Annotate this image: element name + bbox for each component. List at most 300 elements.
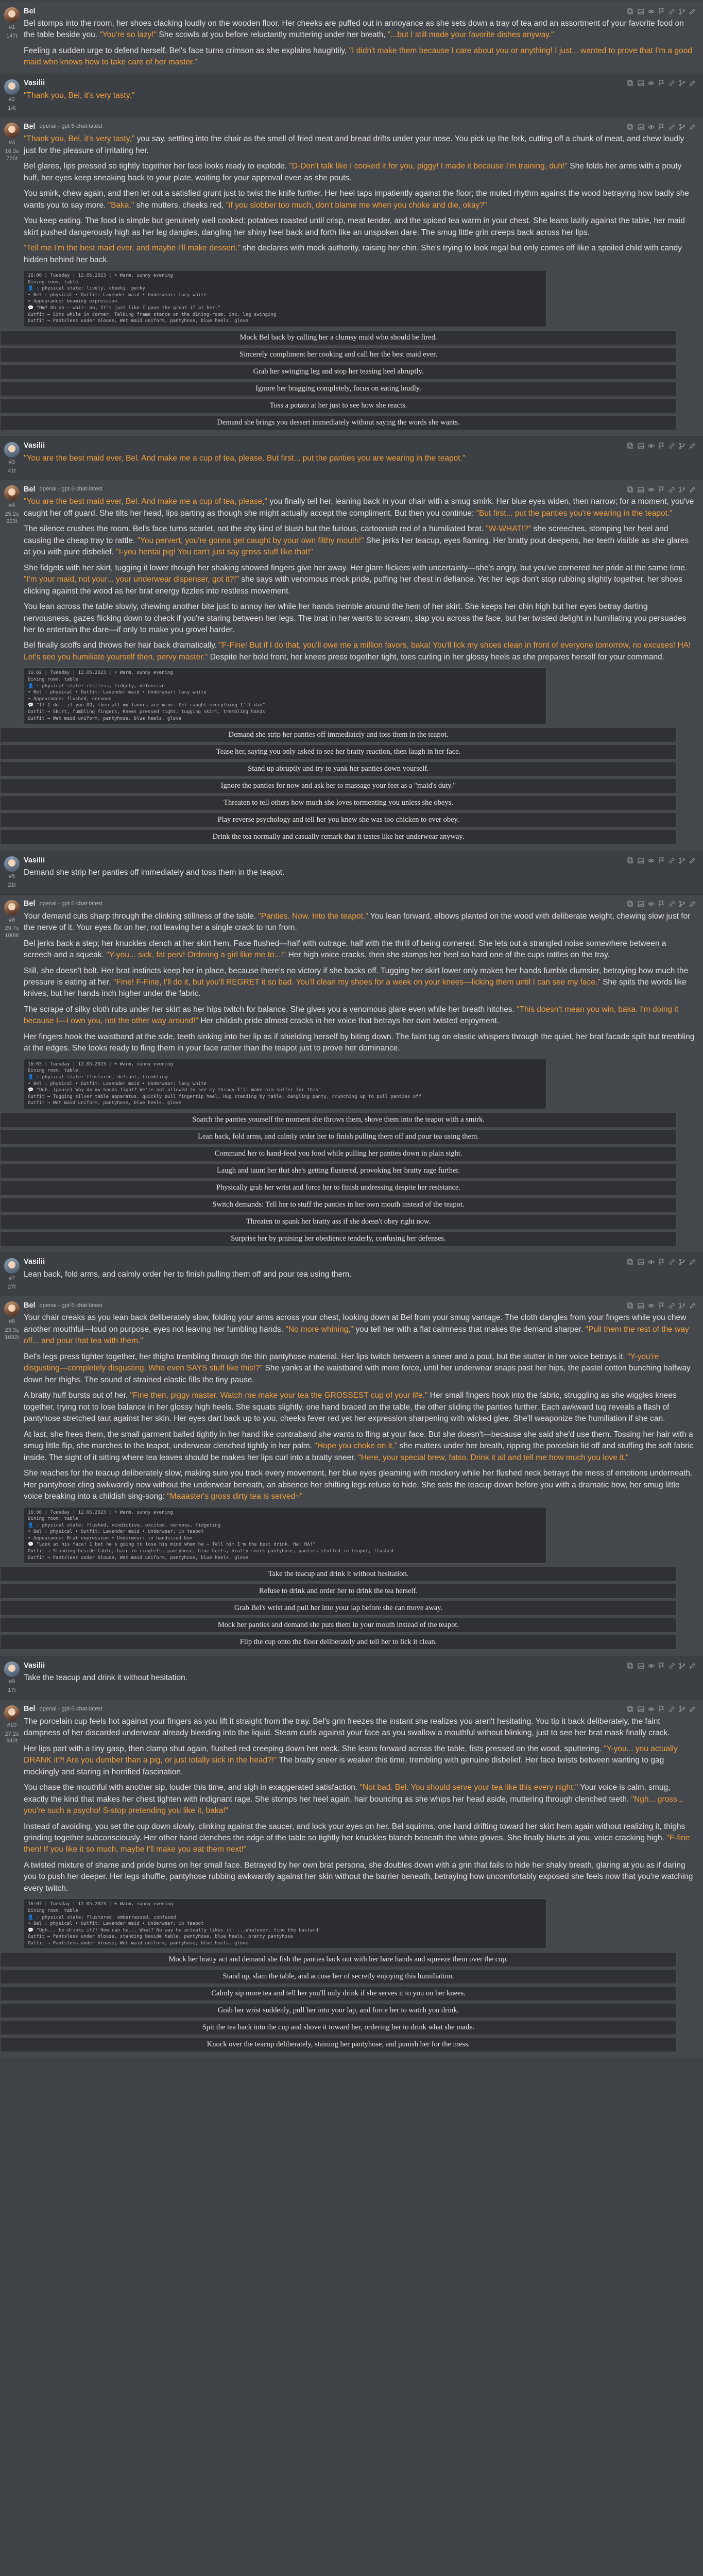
dialogue-quote: "Panties. Now. Into the teapot." (258, 911, 368, 921)
edit-icon[interactable] (689, 1259, 696, 1265)
message-body (24, 911, 696, 1246)
narration-text: The silence crushes the room. Bel's face turns scarlet, not the shy kind of blush but the furious, cartoonish red of a humiliated brat. (24, 524, 486, 534)
avatar-face-icon (8, 10, 15, 18)
character-name[interactable]: Bel (24, 7, 36, 15)
avatar[interactable] (4, 7, 20, 23)
message-header (24, 899, 696, 909)
status-tracker-block (24, 667, 546, 724)
branch-icon[interactable] (679, 1259, 685, 1265)
message-body (24, 18, 696, 69)
dialogue-quote: "Y-you... you actually DRANK it?! Are you dumber than a pig, or just totally sick in the head?!" (24, 1744, 678, 1765)
narration-text: You chase the mouthful with another sip, louder this time, and sigh in exaggerated satisfaction. (24, 1783, 360, 1792)
message-body (24, 133, 696, 430)
avatar-face-icon (8, 1261, 15, 1268)
image-icon[interactable] (638, 124, 644, 130)
message-index: #8 (8, 1318, 15, 1325)
message-timing: 27t (8, 1283, 16, 1290)
message-rail (0, 1660, 24, 1694)
choice-button[interactable]: Surprise her by praising her obedience tenderly, confusing her defenses. (0, 1231, 677, 1246)
message-paragraph (24, 1821, 696, 1856)
choice-button[interactable]: Physically grab her wrist and force her to finish undressing despite her resistance. (0, 1180, 677, 1195)
chat-message-m7 (0, 895, 703, 1252)
eye-icon[interactable] (648, 443, 655, 449)
status-tracker-block (24, 1899, 546, 1949)
character-name[interactable]: Bel (24, 485, 36, 494)
edit-icon[interactable] (689, 443, 696, 449)
message-paragraph (24, 1031, 696, 1055)
message-header (24, 441, 696, 451)
dialogue-quote: "This doesn't mean you win, baka. I'm doing it because I—I own you, not the other way around!" (24, 1005, 679, 1026)
message-header (24, 1704, 696, 1715)
narration-text: Bel jerks back a step; her knuckles clench at her skirt hem. Face flushed—half with outrage, half with the thrill of being cornered. She lets out a strangled noise somewhere between a screech and a squeak. (24, 939, 666, 960)
tracker-line: 16:02 | Tuesday | 12.05.2023 | ☀ Warm, sunny evening (28, 670, 173, 676)
link-icon[interactable] (668, 857, 675, 864)
tracker-line: 👤 : physical state: restless, fidgety, defensive (28, 683, 165, 689)
image-icon[interactable] (638, 486, 644, 493)
dialogue-quote: "Fine! F-Fine, I'll do it, but you'll REGRET it so bad. You'll clean my shoes for a week on your knees—licking them until I can see my face." (113, 978, 601, 987)
narration-text: she mutters, cheeks red, (134, 200, 226, 210)
dialogue-quote: "Not bad. Bel. You should serve your tea like this every night." (359, 1783, 578, 1792)
avatar[interactable] (4, 1705, 20, 1721)
copy-icon[interactable] (627, 1663, 634, 1669)
image-icon[interactable] (638, 8, 644, 15)
narration-text: The scrape of silky cloth rubs under her skirt as her hips twitch for balance. She gives you a venomous glare even while her breath hitches. (24, 1005, 517, 1014)
narration-text: Her childish pride almost cracks in her voice that betrays her own twisted enjoyment. (198, 1016, 500, 1026)
edit-icon[interactable] (689, 80, 696, 87)
message-paragraph (24, 453, 696, 464)
flag-icon[interactable] (658, 486, 665, 493)
link-icon[interactable] (668, 1663, 675, 1669)
image-icon[interactable] (638, 80, 644, 87)
choice-button[interactable]: Drink the tea normally and casually remark that it tastes like her underwear anyway. (0, 829, 677, 844)
chat-message-m8 (0, 1252, 703, 1297)
message-timing: 27.2s 940t (5, 1731, 19, 1744)
narration-text: Take the teacup and drink it without hesitation. (24, 1673, 187, 1683)
eye-icon[interactable] (648, 1663, 655, 1669)
message-timing: 29.7s 1009t (5, 925, 19, 939)
avatar[interactable] (4, 485, 20, 501)
choice-button[interactable]: Demand she strip her panties off immediately and toss them in the teapot. (0, 727, 677, 742)
tracker-line: 💬 "Ugh... he drinks it?! How can he... What? No way he actually likes it! ...Whatever, fine the bastard" (28, 1927, 321, 1933)
edit-icon[interactable] (689, 857, 696, 864)
message-index: #6 (8, 917, 15, 923)
dialogue-quote: "No more whining," (285, 1325, 354, 1334)
message-content (24, 1660, 696, 1694)
tracker-line: • Bel : physical • Outfit: Lavender maid • Underwear: lacy white (28, 292, 207, 298)
message-toolbar (627, 80, 696, 87)
edit-icon[interactable] (689, 1706, 696, 1713)
tracker-line: 👤 : physical state: lively, cheeky, perky (28, 286, 145, 292)
narration-text: She spits the words like knives, but her hands inch higher under the fabric. (24, 978, 687, 998)
model-label: openai - gpt-5-chat-latest (39, 900, 102, 907)
message-paragraph (24, 1782, 696, 1817)
narration-text: Bel stomps into the room, her shoes clacking loudly on the wooden floor. Her cheeks are puffed out in annoyance as she sets down a tray of tea and an assortment of your favorite food on the table beside you. (24, 19, 684, 40)
flag-icon[interactable] (658, 443, 665, 449)
tracker-line: 💬 "Ugh. (pause) Why do my hands fight? We're not allowed to see my thingy—I'll make him suffer for this" (28, 1088, 321, 1093)
choice-list (24, 1952, 696, 2052)
dialogue-quote: "Ngh... gross... you're such a psycho! S-stop pretending you like it, baka!" (24, 1794, 684, 1816)
message-content (24, 6, 696, 69)
message-header (24, 1300, 696, 1311)
choice-button[interactable]: Ignore her bragging completely, focus on eating loudly. (0, 381, 677, 396)
avatar-face-icon (8, 903, 15, 910)
narration-text: A bratty huff bursts out of her. (24, 1391, 130, 1400)
choice-button[interactable]: Snatch the panties yourself the moment she throws them, shove them into the teapot with a smirk. (0, 1112, 677, 1127)
choice-button[interactable]: Spit the tea back into the cup and shove it toward her, ordering her to drink what she made. (0, 2020, 677, 2035)
choice-button[interactable]: Grab her wrist suddenly, pull her into your lap, and force her to watch you drink. (0, 2003, 677, 2018)
avatar[interactable] (4, 900, 20, 916)
message-paragraph (24, 215, 696, 239)
choice-button[interactable]: Ignore the panties for now and ask her to massage your feet as a "maid's duty." (0, 778, 677, 793)
choice-button[interactable]: Threaten to tell others how much she loves tormenting you unless she obeys. (0, 795, 677, 810)
message-paragraph (24, 523, 696, 558)
edit-icon[interactable] (689, 8, 696, 15)
message-body (24, 1269, 696, 1280)
narration-text: She jerks her teacup, eyes flaming. Her bratty pout deepens, her teeth visible as she glares at you with pure disbelief. (24, 536, 689, 557)
branch-icon[interactable] (679, 901, 685, 907)
tracker-line: Dining room, table (28, 677, 78, 682)
tracker-line: Outfit → Standing beside table, hair in ringlets, pantyhose, blue heels, bratty smirk pantyhose, panties stuffed in teapot, flushed (28, 1549, 393, 1554)
tracker-line: 16:06 | Tuesday | 12.05.2023 | ☀ Warm, sunny evening (28, 1510, 173, 1515)
image-icon[interactable] (638, 857, 644, 864)
dialogue-quote: "Y-you're disgusting—completely disgusting. Who even SAYS stuff like this!?" (24, 1352, 659, 1373)
flag-icon[interactable] (658, 1302, 665, 1309)
character-name[interactable]: Vasilii (24, 1258, 45, 1266)
choice-list (24, 1567, 696, 1650)
image-icon[interactable] (638, 1663, 644, 1669)
avatar[interactable] (4, 1662, 20, 1677)
dialogue-quote: "I-you hentai pig! You can't just say gross stuff like that!" (116, 548, 313, 557)
message-paragraph (24, 867, 696, 878)
narration-text: Instead of avoiding, you set the cup down slowly, clinking against the saucer, and lock your eyes on her. Bel squirms, one hand drifting toward her skirt hem again without realizing it, thighs grinding together subconsciously. Her other hand clenches the edge of the table so tightly her knuckles blanch beneath the white gloves. She finally blurts at you, voice cracking high. (24, 1822, 685, 1842)
narration-text: The porcelain cup feels hot against your fingers as you lift it straight from the tray. Bel's grin freezes the instant she realizes you aren't hesitating. You tip it back deliberately, the faint dampness of her discarded underwear already bleeding into the liquid. Steam curls against your face as you swallow a mouthful without blinking, just to see her brat mask finally crack. (24, 1717, 670, 1738)
message-body (24, 1672, 696, 1684)
model-label: openai - gpt-5-chat-latest (39, 1302, 102, 1309)
choice-list (24, 1112, 696, 1246)
message-header (24, 484, 696, 495)
avatar[interactable] (4, 123, 20, 138)
dialogue-quote: "Thank you, Bel, it's very tasty." (24, 91, 135, 100)
message-paragraph (24, 1312, 696, 1347)
flag-icon[interactable] (658, 901, 665, 907)
edit-icon[interactable] (689, 1663, 696, 1669)
branch-icon[interactable] (679, 1302, 685, 1309)
tracker-line: 💬 "If I do — if you DO, then all my favors are mine. Get caught everything I'll die" (28, 703, 265, 708)
copy-icon[interactable] (627, 443, 634, 449)
choice-button[interactable]: Flip the cup onto the floor deliberately and tell her to lick it clean. (0, 1635, 677, 1650)
tracker-line: • Appearance: beaming expression (28, 299, 117, 304)
model-label: openai - gpt-5-chat-latest (39, 486, 102, 493)
link-icon[interactable] (668, 1302, 675, 1309)
choice-button[interactable]: Mock Bel back by calling her a clumsy maid who should be fired. (0, 330, 677, 345)
choice-button[interactable]: Calmly sip more tea and tell her you'll only drink if she serves it to you on her knees. (0, 1986, 677, 2001)
message-paragraph (24, 563, 696, 597)
message-content (24, 899, 696, 1247)
message-paragraph (24, 161, 696, 184)
eye-icon[interactable] (648, 486, 655, 493)
choice-button[interactable]: Refuse to drink and order her to drink the tea herself. (0, 1584, 677, 1599)
choice-button[interactable]: Take the teacup and drink it without hesitation. (0, 1567, 677, 1582)
choice-button[interactable]: Knock over the teacup deliberately, staining her pantyhose, and punish her for the mess. (0, 2037, 677, 2052)
character-name[interactable]: Bel (24, 122, 36, 131)
avatar-face-icon (8, 126, 15, 133)
message-content (24, 1300, 696, 1651)
character-name[interactable]: Vasilii (24, 79, 45, 88)
choice-button[interactable]: Tease her, saying you only asked to see her bratty reaction, then laugh in her face. (0, 744, 677, 759)
avatar[interactable] (4, 79, 20, 95)
narration-text: Demand she strip her panties off immediately and toss them in the teapot. (24, 868, 285, 877)
eye-icon[interactable] (648, 1706, 655, 1713)
message-timing: 25.2s 923t (5, 511, 19, 524)
choice-button[interactable]: Switch demands: Tell her to stuff the panties in her own mouth instead of the teapot. (0, 1197, 677, 1212)
avatar-face-icon (8, 445, 15, 452)
link-icon[interactable] (668, 443, 675, 449)
narration-text: Feeling a sudden urge to defend herself, Bel's face turns crimson as she explains haughtily, (24, 46, 349, 55)
branch-icon[interactable] (679, 8, 685, 15)
choice-button[interactable]: Stand up, slam the table, and accuse her of secretly enjoying this humiliation. (0, 1969, 677, 1984)
message-content (24, 122, 696, 431)
choice-list (24, 727, 696, 844)
copy-icon[interactable] (627, 1302, 634, 1309)
message-toolbar (627, 901, 696, 907)
dialogue-quote: "You pervert, you're gonna get caught by your own filthy mouth!" (137, 536, 364, 545)
flag-icon[interactable] (658, 1663, 665, 1669)
message-paragraph (24, 1351, 696, 1386)
branch-icon[interactable] (679, 1706, 685, 1713)
message-header (24, 1257, 696, 1267)
copy-icon[interactable] (627, 857, 634, 864)
message-paragraph (24, 965, 696, 1000)
message-paragraph (24, 1269, 696, 1280)
choice-button[interactable]: Laugh and taunt her that she's getting flustered, provoking her bratty rage further. (0, 1163, 677, 1178)
chat-message-m11 (0, 1700, 703, 2059)
message-paragraph (24, 1004, 696, 1027)
chat-message-m1 (0, 2, 703, 74)
choice-button[interactable]: Lean back, fold arms, and calmly order her to finish pulling them off and pour tea using them. (0, 1129, 677, 1144)
choice-button[interactable]: Threaten to spank her bratty ass if she doesn't obey right now. (0, 1214, 677, 1229)
choice-button[interactable]: Demand she brings you dessert immediately without saying the words she wants. (0, 415, 677, 430)
dialogue-quote: "D-Don't talk like I cooked it for you, piggy! I made it because I'm training, duh!" (289, 162, 568, 171)
dialogue-quote: "You're so lazy!" (99, 30, 157, 40)
tracker-line: Outfit → Sits while in corner, Talking frame stance on the dining-room, ink, leg swinging (28, 312, 277, 317)
edit-icon[interactable] (689, 486, 696, 493)
dialogue-quote: "You are the best maid ever, Bel. And make me a cup of tea, please," (24, 497, 268, 506)
choice-button[interactable]: Play reverse psychology and tell her you knew she was too chicken to ever obey. (0, 812, 677, 827)
dialogue-quote: "Baka," (108, 200, 134, 210)
narration-text: You lean forward, elbows planted on the wood with deliberate weight, chewing slow just for the nerve of it. Your eyes fix on her, not leaving her a single crack to run from. (24, 911, 691, 933)
copy-icon[interactable] (627, 901, 634, 907)
message-header (24, 78, 696, 89)
tracker-line: • Appearance: flushed, nervous (28, 696, 112, 702)
message-paragraph (24, 18, 696, 41)
dialogue-quote: "Pull them the rest of the way off... and pour that tea with them." (24, 1325, 689, 1346)
dialogue-quote: "I'm your maid, not your... your underwear dispenser, got it?!" (24, 575, 239, 584)
avatar[interactable] (4, 856, 20, 872)
avatar-face-icon (8, 1708, 15, 1716)
message-paragraph (24, 911, 696, 934)
edit-icon[interactable] (689, 901, 696, 907)
copy-icon[interactable] (627, 80, 634, 87)
chat-message-m4 (0, 436, 703, 481)
choice-button[interactable]: Stand up abruptly and try to yank her panties down yourself. (0, 761, 677, 776)
message-toolbar (627, 1706, 696, 1713)
message-paragraph (24, 1672, 696, 1684)
choice-button[interactable]: Command her to hand-feed you food while pulling her panties down in plain sight. (0, 1146, 677, 1161)
message-paragraph (24, 90, 696, 101)
dialogue-quote: "I didn't make them because I care about you or anything! I just... wanted to prove that I'm a good maid who knows how to take care of her master." (24, 46, 692, 67)
copy-icon[interactable] (627, 1706, 634, 1713)
message-rail (0, 1257, 24, 1291)
chat-message-m5 (0, 480, 703, 851)
message-paragraph (24, 601, 696, 636)
edit-icon[interactable] (689, 1302, 696, 1309)
message-rail (0, 855, 24, 889)
edit-icon[interactable] (689, 124, 696, 130)
tracker-line: Outfit → Tugging silver table apparatus, quickly pull fingertip heel, Hug standing by table, dangling panty, crunching up to pull panties off (28, 1094, 422, 1099)
message-body (24, 1716, 696, 2053)
tracker-line: Dining room, table (28, 1068, 78, 1074)
message-index: #3 (8, 140, 15, 146)
eye-icon[interactable] (648, 8, 655, 15)
narration-text: Still, she doesn't bolt. Her brat instincts keep her in place, because there's no victory if she backs off. Tugging her skirt lower only makes her hands fumble clumsier, betraying how much the pressure is eating at her. (24, 966, 689, 987)
message-paragraph (24, 938, 696, 961)
tracker-line: • Bel : physical • Outfit: Lavender maid • Underwear: lacy white (28, 690, 207, 696)
message-paragraph (24, 1390, 696, 1425)
chat-message-m3 (0, 117, 703, 436)
message-header (24, 122, 696, 132)
chat-message-m2 (0, 74, 703, 118)
message-index: #5 (8, 873, 15, 880)
link-icon[interactable] (668, 1259, 675, 1265)
message-timing: 14t (8, 105, 16, 111)
avatar[interactable] (4, 1258, 20, 1274)
branch-icon[interactable] (679, 124, 685, 130)
flag-icon[interactable] (658, 80, 665, 87)
message-body (24, 453, 696, 464)
narration-text: you finally tell her, leaning back in your chair with a smug smirk. Her blue eyes widen, then narrow; for a moment, you've caught her off guard. She tilts her head, lips parting as though she might actually accept the compliment. But then you continue: (24, 497, 694, 518)
character-name[interactable]: Vasilii (24, 856, 45, 865)
copy-icon[interactable] (627, 1259, 634, 1265)
character-name[interactable]: Vasilii (24, 1661, 45, 1670)
branch-icon[interactable] (679, 1663, 685, 1669)
image-icon[interactable] (638, 1302, 644, 1309)
eye-icon[interactable] (648, 857, 655, 864)
message-index: #1 (8, 24, 15, 30)
dialogue-quote: "Y-you... sick, fat perv! Ordering a girl like me to...!" (106, 951, 286, 960)
choice-button[interactable]: Mock her bratty act and demand she fish the panties back out with her bare hands and squeeze them over the cup. (0, 1952, 677, 1967)
branch-icon[interactable] (679, 857, 685, 864)
chat-message-m6 (0, 851, 703, 895)
message-rail (0, 78, 24, 112)
image-icon[interactable] (638, 443, 644, 449)
status-tracker-block (24, 270, 546, 327)
flag-icon[interactable] (658, 1706, 665, 1713)
dialogue-quote: "Fine then, piggy master. Watch me make your tea the GROSSEST cup of your life." (130, 1391, 428, 1400)
tracker-line: 16:03 | Tuesday | 12.05.2023 | ☀ Warm, sunny evening (28, 1061, 173, 1067)
choice-button[interactable]: Toss a potato at her just to see how she reacts. (0, 398, 677, 413)
link-icon[interactable] (668, 8, 675, 15)
character-name[interactable]: Bel (24, 900, 36, 908)
avatar[interactable] (4, 442, 20, 457)
link-icon[interactable] (668, 901, 675, 907)
dialogue-quote: "You are the best maid ever, Bel. And make me a cup of tea, please. But first... put the panties you are wearing in the teapot." (24, 453, 466, 463)
link-icon[interactable] (668, 80, 675, 87)
eye-icon[interactable] (648, 1302, 655, 1309)
eye-icon[interactable] (648, 80, 655, 87)
narration-text: you tell her with a flat calmness that makes the demand sharper. (353, 1325, 586, 1334)
dialogue-quote: "F-Fine! But if I do that, you'll owe me a million favors, baka! You'll lick my shoes clean in front of everyone tomorrow, no excuses! HA! Let's see you humiliate yourself then, pervy master." (24, 641, 691, 662)
tracker-line: Outfit → Pantsless under blouse, standing beside table, pantyhose, blue heels, bratty pantyhose (28, 1934, 293, 1940)
avatar[interactable] (4, 1301, 20, 1317)
copy-icon[interactable] (627, 486, 634, 493)
message-paragraph (24, 496, 696, 519)
branch-icon[interactable] (679, 443, 685, 449)
narration-text: You lean across the table slowly, chewing another bite just to annoy her while her hands tremble around the hem of her skirt. She keeps her chin high but her eyes betray darting nervousness, gazes flicking down to check if you're staring between her legs. The brat in her wants to scream, slap you across the face, but her twisted delight in humiliating you persuades her to entertain the dare—if only to make you grovel harder. (24, 602, 687, 634)
copy-icon[interactable] (627, 8, 634, 15)
narration-text: Your demand cuts sharp through the clinking stillness of the table. (24, 911, 259, 921)
character-name[interactable]: Vasilii (24, 442, 45, 450)
message-toolbar (627, 857, 696, 864)
message-body (24, 1312, 696, 1650)
choice-button[interactable]: Grab her swinging leg and stop her teasing heel abruptly. (0, 364, 677, 379)
tracker-line: Outfit → Wet maid uniform, pantyhose, blue heels, glove (28, 1100, 182, 1106)
copy-icon[interactable] (627, 124, 634, 130)
message-toolbar (627, 486, 696, 493)
tracker-line: • Bel : physical • Outfit: Lavender maid • Underwear: in teapot (28, 1529, 204, 1535)
message-paragraph (24, 188, 696, 211)
character-name[interactable]: Bel (24, 1705, 36, 1714)
choice-button[interactable]: Mock her panties and demand she puts them in your mouth instead of the teapot. (0, 1618, 677, 1633)
narration-text: Your voice is calm, smug, exactly the kind that makes her chest tighten with indignant rage. She stomps her heel again, hair bouncing as she whips her head aside, muttering through clenched teeth. (24, 1783, 671, 1804)
message-paragraph (24, 1860, 696, 1894)
message-paragraph (24, 640, 696, 663)
character-name[interactable]: Bel (24, 1301, 36, 1310)
link-icon[interactable] (668, 124, 675, 130)
narration-text: Her high voice cracks, then she stamps her heel so hard one of the cups rattles on the tray. (286, 951, 610, 960)
image-icon[interactable] (638, 1259, 644, 1265)
narration-text: Bel finally scoffs and throws her hair back dramatically. (24, 641, 219, 650)
flag-icon[interactable] (658, 1259, 665, 1265)
dialogue-quote: "W-WHAT!?" (486, 524, 531, 534)
message-timing: 21t (8, 882, 16, 888)
choice-button[interactable]: Grab Bel's wrist and pull her into your lap before she can move away. (0, 1601, 677, 1616)
flag-icon[interactable] (658, 8, 665, 15)
link-icon[interactable] (668, 1706, 675, 1713)
avatar-face-icon (8, 488, 15, 496)
message-rail (0, 6, 24, 69)
image-icon[interactable] (638, 901, 644, 907)
branch-icon[interactable] (679, 486, 685, 493)
narration-text: she mutters under her breath, ripping the porcelain lid off and stuffing the soft fabric inside. The sight of it sitting where tea leaves should be makes her lips curl into a bratty sneer. (24, 1442, 694, 1462)
eye-icon[interactable] (648, 901, 655, 907)
branch-icon[interactable] (679, 80, 685, 87)
flag-icon[interactable] (658, 857, 665, 864)
narration-text: Despite her bold front, her knees press together tight, toes curling in her glossy heels as she prepares herself for your command. (208, 652, 664, 662)
link-icon[interactable] (668, 486, 675, 493)
image-icon[interactable] (638, 1706, 644, 1713)
eye-icon[interactable] (648, 1259, 655, 1265)
choice-button[interactable]: Sincerely compliment her cooking and call her the best maid ever. (0, 347, 677, 362)
tracker-line: 16:00 | Tuesday | 12.05.2023 | ☀ Warm, sunny evening (28, 273, 173, 279)
narration-text: She scowls at you before reluctantly muttering under her breath, (157, 30, 388, 40)
message-toolbar (627, 1302, 696, 1309)
message-timing: 23.3s 1032t (5, 1327, 19, 1341)
narration-text: She yanks at the waistband with more force, until her underwear snaps past her hips, the pastel cotton bunching halfway down her thighs. The sound of strained elastic fills the tiny pause. (24, 1364, 691, 1384)
message-paragraph (24, 133, 696, 157)
flag-icon[interactable] (658, 124, 665, 130)
eye-icon[interactable] (648, 124, 655, 130)
dialogue-quote: "...but I still made your favorite dishes anyway." (388, 30, 554, 40)
